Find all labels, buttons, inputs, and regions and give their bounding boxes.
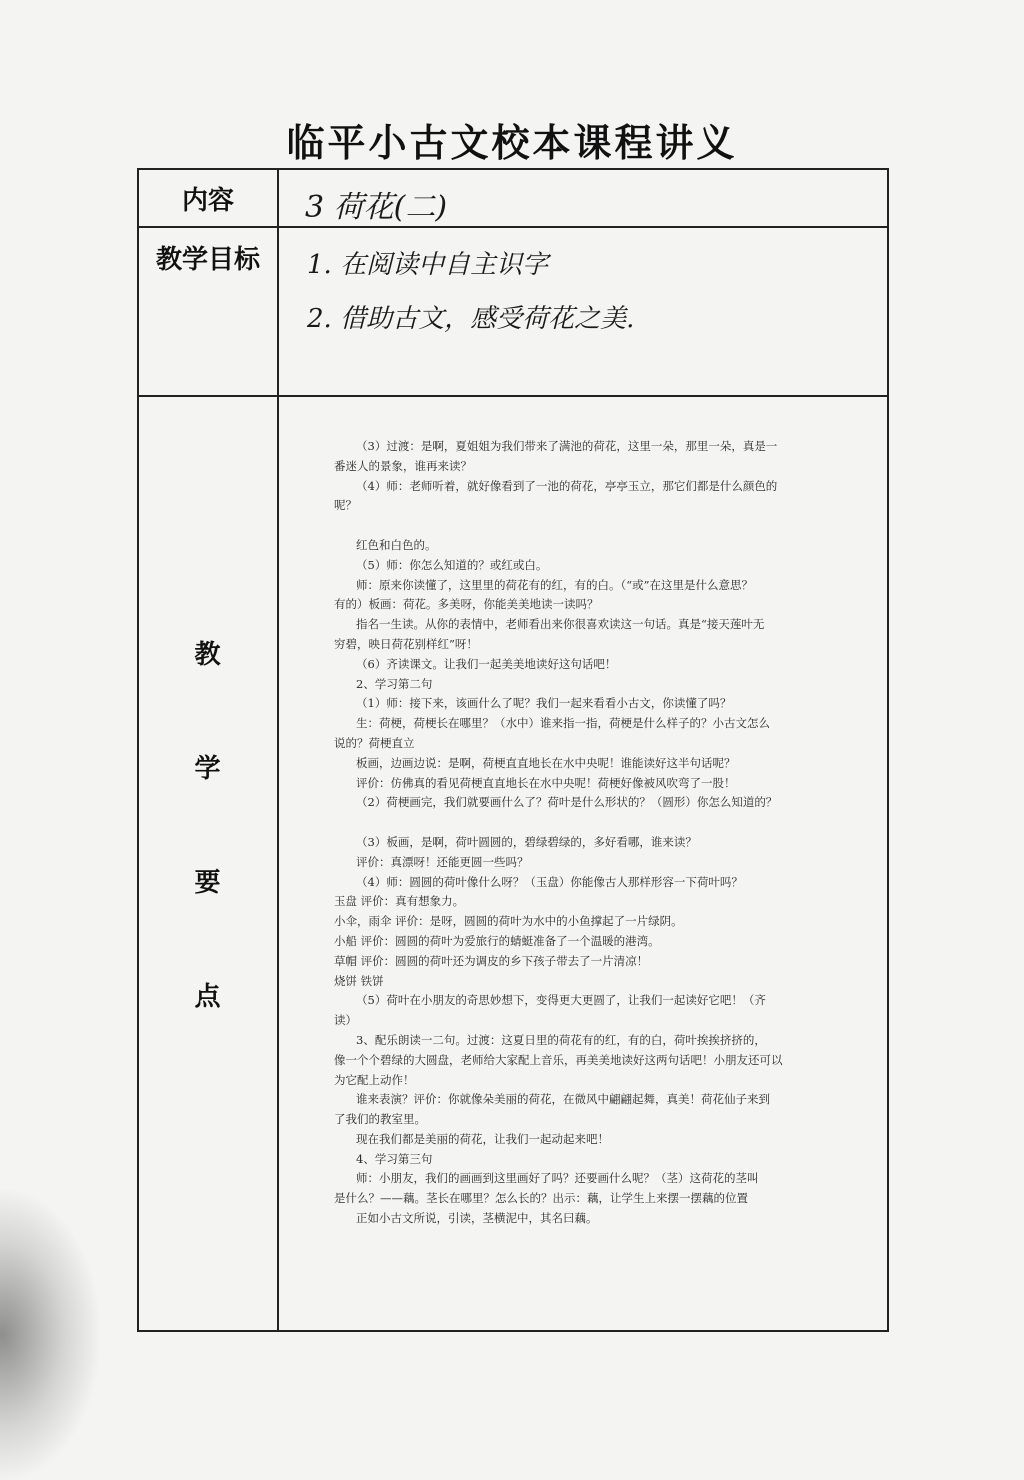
scan-shadow: [0, 1190, 100, 1480]
text-line: 像一个个碧绿的大圆盘，老师给大家配上音乐，再美美地读好这两句话吧！小朋友还可以: [334, 1052, 783, 1067]
text-line: （2）荷梗画完，我们就要画什么了？荷叶是什么形状的？（圆形）你怎么知道的？: [356, 795, 778, 810]
text-line: 谁来表演？评价：你就像朵美丽的荷花，在微风中翩翩起舞，真美！荷花仙子来到: [356, 1092, 770, 1107]
text-line: 4、学习第三句: [356, 1151, 433, 1166]
text-line: 3、配乐朗读一二句。过渡：这夏日里的荷花有的红，有的白，荷叶挨挨挤挤的，: [356, 1032, 766, 1047]
text-line: 读）: [334, 1013, 357, 1028]
text-line: 呢？: [334, 498, 357, 513]
text-line: 评价：真漂呀！还能更圆一些吗？: [356, 854, 529, 869]
content-value: 3 荷花(二): [305, 190, 448, 225]
text-line: 有的）板画：荷花。多美呀，你能美美地读一读吗？: [334, 597, 599, 612]
text-line: 2、学习第二句: [356, 676, 433, 691]
text-line: 指名一生读。从你的表情中，老师看出来你很喜欢读这一句话。真是“接天莲叶无: [356, 617, 765, 632]
text-line: （1）师：接下来，该画什么了呢？我们一起来看看小古文，你读懂了吗？: [356, 696, 732, 711]
text-line: 烧饼 铁饼: [334, 973, 384, 988]
text-line: 师：原来你读懂了，这里里的荷花有的红，有的白。（“或”在这里是什么意思？: [356, 577, 754, 592]
table-row-divider-1: [137, 226, 889, 228]
table-border-bottom: [137, 1330, 889, 1332]
key-points-text: [334, 437, 818, 1229]
content-label: 内容: [181, 185, 234, 216]
text-line: 师：小朋友，我们的画画到这里画好了吗？还要画什么呢？（茎）这荷花的茎叫: [356, 1171, 759, 1186]
goal-item-1: 1. 在阅读中自主识字: [307, 250, 549, 280]
text-line: （4）师：圆圆的荷叶像什么呀？（玉盘）你能像古人那样形容一下荷叶吗？: [356, 874, 743, 889]
table-row-divider-2: [137, 395, 889, 397]
page-title: 临平小古文校本课程讲义: [286, 121, 738, 165]
text-line: （3）板画，是啊，荷叶圆圆的，碧绿碧绿的，多好看哪，谁来读？: [356, 834, 697, 849]
text-line: （3）过渡：是啊，夏姐姐为我们带来了满池的荷花，这里一朵，那里一朵，真是一: [356, 439, 778, 453]
text-line: 是什么？——藕。茎长在哪里？怎么长的？出示：藕，让学生上来摆一摆藕的位置: [334, 1191, 748, 1206]
text-line: 小船 评价：圆圆的荷叶为爱旅行的蜻蜓准备了一个温暖的港湾。: [334, 933, 660, 948]
text-line: （5）荷叶在小朋友的奇思妙想下，变得更大更圆了，让我们一起读好它吧！（齐: [356, 993, 766, 1008]
text-line: 评价：仿佛真的看见荷梗直直地长在水中央呢！荷梗好像被风吹弯了一股！: [356, 775, 736, 790]
key-points-label-char: 学: [194, 754, 221, 784]
goal-item-2: 2. 借助古文，感受荷花之美.: [307, 304, 635, 334]
text-line: 草帽 评价：圆圆的荷叶还为调皮的乡下孩子带去了一片清凉！: [334, 953, 649, 968]
goals-label: 教学目标: [155, 244, 260, 275]
text-line: 正如小古文所说，引读，茎横泥中，其名曰藕。: [356, 1211, 598, 1226]
text-line: 了我们的教室里。: [334, 1112, 426, 1127]
text-line: 为它配上动作！: [334, 1072, 415, 1087]
text-line: [334, 516, 818, 536]
text-line: （5）师：你怎么知道的？或红或白。: [356, 557, 548, 572]
text-line: 现在我们都是美丽的荷花，让我们一起动起来吧！: [356, 1131, 609, 1146]
text-line: （6）齐读课文。让我们一起美美地读好这句话吧！: [356, 656, 617, 671]
text-line: 番迷人的景象，谁再来读？: [334, 458, 472, 473]
text-line: 生：荷梗，荷梗长在哪里？（水中）谁来指一指，荷梗是什么样子的？小古文怎么: [356, 716, 770, 731]
lesson-table: [137, 168, 889, 1332]
key-points-label-char: 要: [194, 868, 221, 898]
text-line: [334, 813, 818, 833]
text-line: 穷碧，映日荷花别样红”呀！: [334, 636, 478, 651]
text-line: 板画，边画边说：是啊，荷梗直直地长在水中央呢！谁能读好这半句话呢？: [356, 755, 736, 770]
text-line: 红色和白色的。: [356, 537, 437, 552]
key-points-label-char: 教: [194, 640, 221, 670]
text-line: 说的？荷梗直立: [334, 735, 415, 750]
table-border-right: [887, 168, 889, 1332]
key-points-label-char: 点: [194, 982, 221, 1012]
text-line: （4）师：老师听着，就好像看到了一池的荷花，亭亭玉立，那它们都是什么颜色的: [356, 478, 778, 493]
text-line: 小伞，雨伞 评价：是呀，圆圆的荷叶为水中的小鱼撑起了一片绿阴。: [334, 914, 683, 929]
text-line: 玉盘 评价：真有想象力。: [334, 894, 465, 909]
